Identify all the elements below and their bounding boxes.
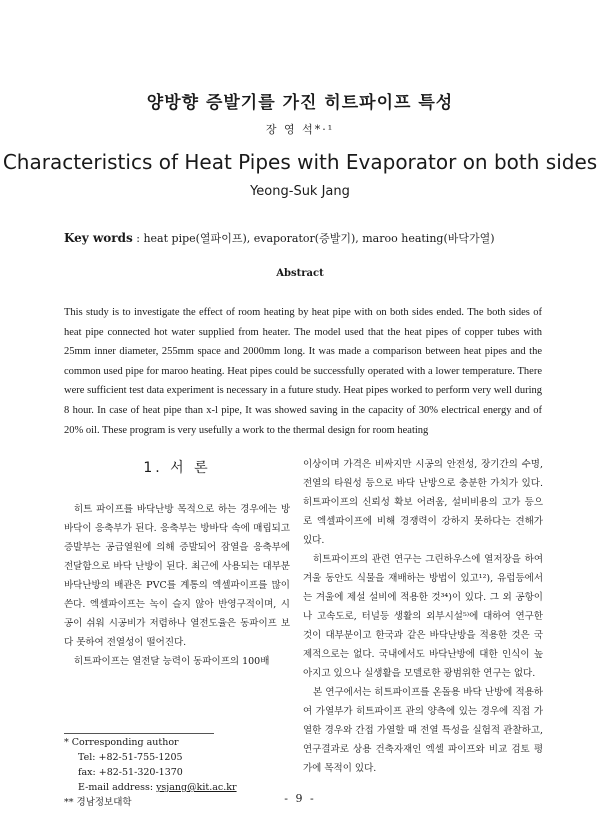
right-column (303, 455, 543, 778)
paragraph: 히트파이프의 관련 연구는 그린하우스에 열저장을 하여 겨울 동안도 식물을 재배하는 방법이 있고¹²), 유럽등에서는 겨울에 제설 설비에 적용한 것³⁴)이 있다. 그 외 공항이나 고속도로, 터널등 생활의 외부시설⁵⁾에 대하여 연구한 것이 대부분이고 한국과 같은 바닥난방을 적용한 것은 국제적으로는 없다. 국내에서도 바닥난방에 대한 인식이 높아지고 있으나 실생활을 모델로한 광범위한 연구는 없다. (303, 554, 543, 679)
footnote-corresponding: * Corresponding author (64, 737, 179, 748)
section-heading: 1. 서 론 (143, 460, 211, 476)
left-column (64, 455, 290, 671)
keywords-text: : heat pipe(열파이프), evaporator(증발기), maroo heating(바닥가열) (132, 232, 495, 245)
abstract-body: This study is to investigate the effect of room heating by heat pipe with on both sides ended. The both sides of heat pipe connected hot water supplied from heater. The model used that the heat pipes of copper tubes with 25mm inner diameter, 255mm space and 2000mm long. It was made a comparison between heat pipes and the common used pipe for maroo heating. Heat pipes could be successfully operated with a lower temperature. There were sufficient test data experiment is necessary in a future study. Heat pipes worked to perform very well during 8 hour. In case of heat pipe than x-l pipe, It was showed saving in the capacity of 30% electrical energy and of 20% oil. These program is very usefully a work to the thermal design for room heating (64, 307, 542, 436)
footnote-divider (64, 733, 214, 734)
keywords-label: Key words (64, 231, 133, 245)
paragraph: 히트 파이프를 바닥난방 목적으로 하는 경우에는 방바닥이 응축부가 된다. 응축부는 방바닥 속에 매립되고 증발부는 공급열원에 의해 증발되어 잠열을 응축부에 전달함으로 바닥 난방이 된다. 최근에 사용되는 대부분 바닥난방의 배관은 PVC를 계통의 엑셀파이프를 많이 쓴다. 엑셀파이프는 녹이 슬지 않아 반영구적이며, 시공이 쉬워 시공비가 저렴하나 열전도율은 동파이프 보다 못하여 전열성이 떨어진다. (64, 504, 290, 648)
footnote-tel: Tel: +82-51-755-1205 (78, 752, 183, 763)
paragraph: 본 연구에서는 히트파이프를 온돌용 바닥 난방에 적용하여 가열부가 히트파이프 관의 양측에 있는 경우에 직접 가열한 경우와 간접 가열할 때 전열 특성을 실험적 관찰하고, 연구결과로 상용 건축자재인 엑셀 파이프와 비교 검토 평가에 목적이 있다. (303, 687, 543, 774)
page-number: - 9 - (284, 792, 316, 805)
abstract-heading: Abstract (276, 268, 324, 279)
keywords-line (64, 230, 495, 246)
footnote-fax: fax: +82-51-320-1370 (78, 767, 183, 778)
english-title: Characteristics of Heat Pipes with Evaporator on both sides (2, 150, 598, 174)
paragraph: 히트파이프는 열전달 능력이 동파이프의 100배 (74, 656, 270, 667)
english-author: Yeong-Suk Jang (250, 184, 350, 199)
paragraph: 이상이며 가격은 비싸지만 시공의 안전성, 장기간의 수명, 전열의 타원성 등으로 바닥 난방으로 충분한 가치가 있다. 히트파이프의 신뢰성 확보 어려움, 설비비용의 고가 등으로 엑셀파이프에 비해 경쟁력이 강하지 못하다는 견해가 있다. (303, 459, 543, 546)
email-link[interactable]: ysjang@kit.ac.kr (156, 782, 237, 793)
footnote-affiliation: ** 경남정보대학 (64, 797, 132, 808)
email-label: E-mail address: (78, 782, 157, 793)
korean-title: 양방향 증발기를 가진 히트파이프 특성 (146, 93, 454, 113)
korean-author: 장 영 석*·¹ (265, 123, 335, 136)
left-paragraphs (64, 500, 290, 671)
